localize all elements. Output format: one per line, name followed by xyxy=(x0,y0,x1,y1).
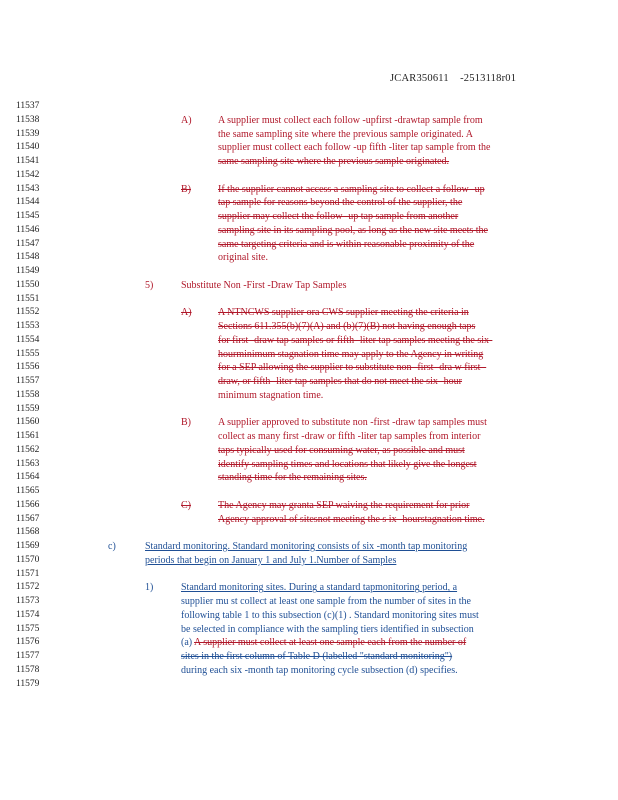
line-number: 11560 xyxy=(16,417,40,428)
line-number: 11568 xyxy=(16,527,40,538)
line-number: 11564 xyxy=(16,472,40,483)
text-line: same targeting criteria and is within reasonable proximity of the xyxy=(218,238,475,250)
paragraph-label: c) xyxy=(108,541,116,552)
text-line: following table 1 to this subsection (c)(1) . Standard monitoring sites must xyxy=(181,609,479,621)
text-line: taps typically used for consuming water, as possible and must xyxy=(218,444,465,456)
line-number: 11565 xyxy=(16,486,40,496)
text-fragment: (a) xyxy=(181,637,195,649)
paragraph-label: 1) xyxy=(145,582,154,594)
line-number: 11573 xyxy=(16,596,40,606)
line-number: 11562 xyxy=(16,444,40,455)
line-number: 11567 xyxy=(16,513,40,524)
text-line: Substitute Non -First -Draw Tap Samples xyxy=(181,279,347,291)
line-number: 11570 xyxy=(16,554,40,565)
paragraph-label: C) xyxy=(181,499,191,511)
line-number: 11548 xyxy=(16,252,40,263)
text-line: A supplier must collect each follow -upfirst -drawtap sample from xyxy=(218,114,483,126)
line-number: 11542 xyxy=(16,169,40,180)
text-line: Sections 611.355(b)(7)(A) and (b)(7)(B) not having enough taps xyxy=(218,321,476,332)
line-number: 11544 xyxy=(16,197,40,208)
revision-id: -2513118r01 xyxy=(460,73,517,84)
text-line: supplier may collect the follow -up tap sample from another xyxy=(218,211,459,222)
text-line: the same sampling site where the previous sample originated. A xyxy=(218,128,473,140)
text-line: A supplier approved to substitute non -first -draw tap samples must xyxy=(218,417,487,429)
document-id: JCAR350611 xyxy=(390,73,449,84)
text-line: sampling site in its sampling pool, as long as the new site meets the xyxy=(218,224,488,236)
line-number: 11545 xyxy=(16,211,40,221)
text-line: periods that begin on January 1 and July 1.Number of Samples xyxy=(145,554,397,566)
line-number: 11554 xyxy=(16,334,40,345)
line-number: 11543 xyxy=(16,183,40,194)
line-number: 11551 xyxy=(16,293,40,304)
line-number: 11541 xyxy=(16,156,40,166)
line-number: 11539 xyxy=(16,128,40,139)
line-number: 11575 xyxy=(16,623,40,634)
text-line: A NTNCWS supplier ora CWS supplier meeting the criteria in xyxy=(218,307,469,319)
line-number: 11574 xyxy=(16,609,40,620)
line-number: 11577 xyxy=(16,651,40,661)
text-line: original site. xyxy=(218,252,268,264)
line-number: 11566 xyxy=(16,499,40,510)
line-number: 11540 xyxy=(16,142,40,153)
text-line: Standard monitoring sites. During a standard tapmonitoring period, a xyxy=(181,582,458,594)
line-number: 11563 xyxy=(16,458,40,469)
line-number: 11558 xyxy=(16,389,40,400)
paragraph-label: A) xyxy=(181,114,192,126)
line-number: 11559 xyxy=(16,403,40,414)
line-number: 11555 xyxy=(16,348,40,359)
line-number: 11546 xyxy=(16,224,40,235)
text-line: supplier mu st collect at least one sample from the number of sites in the xyxy=(181,596,471,607)
line-number: 11571 xyxy=(16,568,40,579)
text-line: collect as many first -draw or fifth -liter tap samples from interior xyxy=(218,431,481,442)
text-line: be selected in compliance with the sampling tiers identified in subsection xyxy=(181,623,474,635)
text-line: draw, or fifth -liter tap samples that do not meet the six -hour xyxy=(218,376,463,387)
line-number: 11538 xyxy=(16,114,40,125)
text-line: for first -draw tap samples or fifth -liter tap samples meeting the six- xyxy=(218,334,493,346)
text-line: hourminimum stagnation time may apply to the Agency in writing xyxy=(218,348,484,360)
text-line: Standard monitoring. Standard monitoring consists of six -month tap monitoring xyxy=(145,541,468,552)
text-line: supplier must collect each follow -up fifth -liter tap sample from the xyxy=(218,142,491,154)
struck-fragment: A supplier must collect at least one sample each from the number of xyxy=(194,637,467,649)
line-number: 11561 xyxy=(16,431,40,441)
text-line-mixed xyxy=(181,636,540,650)
text-line: during each six -month tap monitoring cycle subsection (d) specifies. xyxy=(181,664,458,676)
text-line: standing time for the remaining sites. xyxy=(218,472,367,484)
paragraph-label: 5) xyxy=(145,279,154,291)
line-number: 11553 xyxy=(16,321,40,331)
line-number: 11552 xyxy=(16,307,40,318)
line-number: 11549 xyxy=(16,266,40,276)
paragraph-label: B) xyxy=(181,417,191,429)
text-line: minimum stagnation time. xyxy=(218,389,324,401)
text-line: tap sample for reasons beyond the control of the supplier, the xyxy=(218,197,463,209)
line-number: 11569 xyxy=(16,541,40,551)
line-number: 11578 xyxy=(16,664,40,675)
text-line: The Agency may granta SEP waiving the requirement for prior xyxy=(218,499,470,511)
page-header xyxy=(390,73,516,84)
paragraph-label: A) xyxy=(181,307,192,319)
text-line: If the supplier cannot access a sampling site to collect a follow -up xyxy=(218,183,485,195)
text-line: Agency approval of sitesnot meeting the s ix -hourstagnation time. xyxy=(218,513,485,525)
text-line: identify sampling times and locations that likely give the longest xyxy=(218,458,477,470)
text-line: for a SEP allowing the supplier to substitute non -first -dra w first - xyxy=(218,362,487,374)
line-number: 11576 xyxy=(16,637,40,648)
line-number: 11550 xyxy=(16,279,40,290)
line-number: 11556 xyxy=(16,362,40,373)
line-number: 11557 xyxy=(16,376,40,386)
line-number: 11579 xyxy=(16,678,40,689)
text-line: same sampling site where the previous sample originated. xyxy=(218,156,450,167)
line-number: 11572 xyxy=(16,582,40,593)
line-number: 11537 xyxy=(16,101,40,111)
text-line: sites in the first column of Table D (labelled "standard monitoring") xyxy=(181,651,453,662)
line-number: 11547 xyxy=(16,238,40,249)
paragraph-label: B) xyxy=(181,183,191,195)
